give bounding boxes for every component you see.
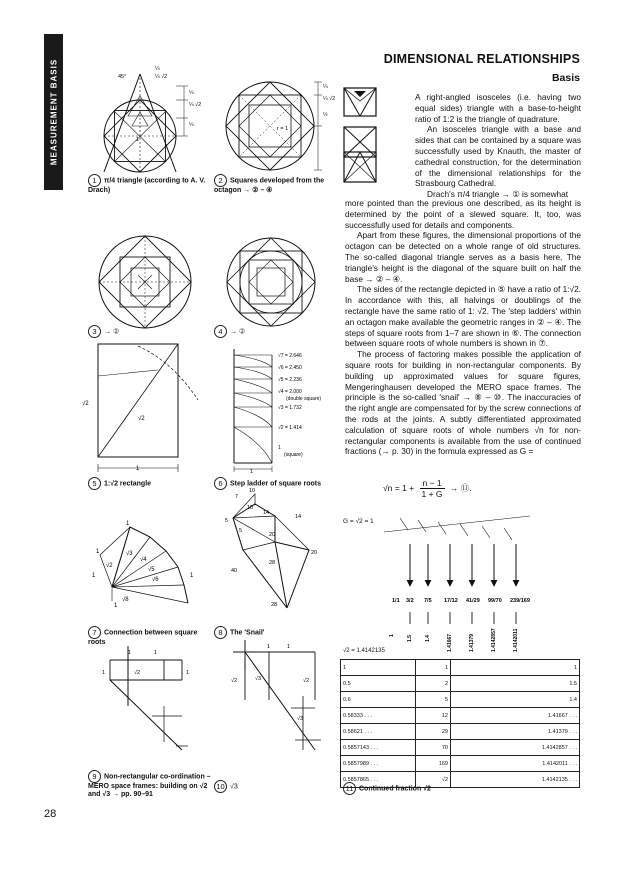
figure-5-root2-rectangle: [82, 340, 208, 480]
fig10-label-root3a: √3: [255, 676, 262, 682]
fig11-value-4: 1.41667: [447, 633, 453, 652]
caption-8-number: 8: [214, 626, 227, 639]
fig5-side-label: √2: [82, 401, 89, 407]
fig11-fraction-4: 17/12: [444, 598, 458, 604]
fig6-step-1-note: (square): [284, 452, 303, 458]
page-subtitle: Basis: [551, 72, 580, 84]
fig6-step-7: √7 = 2.646: [278, 353, 302, 359]
caption-11-number: 11: [343, 782, 356, 795]
table-row: 0.5857143 . . . 70 1.4142857 . . .: [341, 740, 580, 756]
page-title: DIMENSIONAL RELATIONSHIPS: [383, 52, 580, 66]
formula-lhs: √n = 1 +: [383, 482, 415, 493]
figure-11-continued-fraction: [380, 512, 580, 654]
fig1-label-quarter-b: ¼: [189, 122, 194, 128]
caption-11-text: Continued fraction √2: [359, 785, 431, 793]
formula-ref: → ⑪.: [449, 482, 472, 493]
figure-3-octagon-star: [93, 232, 201, 332]
fig10-label-root2a: √2: [231, 678, 238, 684]
fig11-fraction-6: 99/70: [488, 598, 502, 604]
text-block-main: [345, 198, 581, 457]
fig11-fraction-7: 239/169: [510, 598, 530, 604]
fig8-label-10-top: 10: [249, 488, 256, 494]
caption-1-number: 1: [88, 174, 101, 187]
fig7-label-e: 1: [190, 573, 194, 579]
fig11-fraction-1: 1/1: [392, 598, 400, 604]
fig9-label-root2: √2: [134, 670, 141, 676]
continued-fraction-table: [340, 659, 580, 788]
fig9-label-1c: 1: [102, 670, 106, 676]
caption-1: [88, 174, 208, 195]
fig7-label-root8: √8: [122, 597, 129, 603]
root-formula: [383, 478, 472, 499]
table-row: 1 1 1: [341, 660, 580, 676]
fig10-label-1a: 1: [267, 644, 271, 650]
fig8-label-7: 7: [235, 494, 239, 500]
caption-11: [343, 782, 431, 795]
fig2-label-half: ½: [323, 112, 328, 118]
fig7-label-root2: √2: [106, 563, 113, 569]
caption-2-text: Squares developed from the octagon → ② – ④: [214, 177, 325, 194]
caption-7-text: Connection between square roots: [88, 629, 198, 646]
fig9-label-1b: 1: [154, 650, 158, 656]
fig2-label-quarter: ¼: [323, 84, 328, 90]
caption-8: [214, 626, 264, 639]
fig5-base-label: 1: [136, 466, 140, 472]
paragraph-3a: Drach's π/4 triangle → ① is somewhat: [427, 189, 569, 200]
fig7-label-b: 1: [96, 549, 100, 555]
caption-2-number: 2: [214, 174, 227, 187]
caption-4-number: 4: [214, 325, 227, 338]
figure-2-octagon-squares: [222, 78, 336, 178]
fig8-label-28b: 28: [271, 602, 278, 608]
caption-10-text: √3: [230, 783, 238, 791]
fig6-step-3: √3 = 1.732: [278, 405, 302, 411]
fig10-label-1b: 1: [287, 644, 291, 650]
fig7-label-root4: √4: [140, 557, 147, 563]
fig10-label-root2b: √2: [303, 678, 310, 684]
table-row: 0.58621 . . . 29 1.41379 . . .: [341, 724, 580, 740]
caption-4-text: → ②: [230, 328, 246, 336]
caption-4: [214, 325, 245, 338]
caption-6-number: 6: [214, 477, 227, 490]
figure-6-step-ladder: [222, 345, 342, 475]
fig6-step-1: 1: [278, 445, 281, 451]
table-row: 0.58333 . . . 12 1.41667 . . .: [341, 708, 580, 724]
caption-9-number: 9: [88, 770, 101, 783]
fig1-label-one: 1: [136, 137, 140, 143]
icon-triangle-in-square: [343, 138, 377, 184]
figure-9-mero-frame: [92, 646, 202, 756]
icon-triangle-square-top: [343, 87, 377, 117]
fig11-sqrt2-value: √2 = 1.4142135: [343, 648, 385, 654]
caption-9: [88, 770, 212, 799]
paragraph-2: An isosceles triangle with a base and sides that can be contained by a square was successfully used by Knauth, the master of cathedral construction, for the determination of the dimensional relationships for the Strasbourg Cathedral.: [415, 124, 581, 189]
fig2-label-quarter-root2: ¼ √2: [323, 96, 336, 102]
fig11-fraction-3: 7/5: [424, 598, 432, 604]
fig8-label-5: 5: [239, 528, 243, 534]
section-tab-label: MEASUREMENT BASIS: [49, 58, 58, 166]
fig5-diag-label: √2: [138, 416, 145, 422]
fig8-label-14a: 14: [263, 510, 270, 516]
caption-1-text: π/4 triangle (according to A. V. Drach): [88, 177, 206, 194]
fig1-label-quarter-root2-b: ¼ √2: [189, 102, 202, 108]
fig9-label-1a: 1: [128, 650, 132, 656]
fig7-label-root6: √6: [152, 577, 159, 583]
caption-3-text: → ②: [104, 328, 120, 336]
fig11-value-1: 1: [389, 634, 395, 637]
fig1-angle-label: 45°: [118, 74, 127, 80]
caption-10-number: 10: [214, 780, 227, 793]
fig6-step-4-note: (double square): [286, 396, 322, 402]
formula-numerator: n − 1: [420, 478, 445, 489]
figure-4-nested-squares: [225, 232, 325, 332]
fig8-label-5-left: 5: [225, 518, 229, 524]
fig8-label-14b: 14: [295, 514, 302, 520]
table-row: 0.6 5 1.4: [341, 692, 580, 708]
caption-9-text: Non-rectangular co-ordination – MERO space frames: building on √2 and √3 → pp. 90–91: [88, 773, 211, 798]
caption-3-number: 3: [88, 325, 101, 338]
fig8-label-40: 40: [231, 568, 238, 574]
caption-7: [88, 626, 208, 647]
table-row: 0.5 2 1.5: [341, 676, 580, 692]
caption-5: [88, 477, 151, 490]
fig8-label-28a: 28: [269, 560, 276, 566]
fig11-value-7: 1.4142011: [513, 628, 519, 652]
figure-1-drach-triangle: [88, 66, 202, 176]
figure-8-snail: [225, 488, 340, 618]
caption-10: [214, 780, 238, 793]
formula-denominator: 1 + G: [421, 489, 443, 499]
caption-2: [214, 174, 344, 195]
fig1-label-quarter: ¼: [189, 90, 194, 96]
paragraph-5: The sides of the rectangle depicted in ⑤ have a ratio of 1:√2. In accordance with this, all halvings or doublings of the rectangle have the same ratio of 1: √2. The 'step ladders' within an octagon make available the geometric ranges in ② – ④. The steps of square roots from 1–7 are shown in ⑥. The connection between square roots of whole numbers is shown in ⑦.: [345, 284, 581, 349]
fig2-label-radius: r = 1: [277, 126, 289, 132]
fig7-label-a: 1: [126, 521, 130, 527]
fig1-label-quarter-root2: ¼ √2: [155, 74, 168, 80]
fig6-step-4: √4 = 2.000: [278, 389, 302, 395]
caption-5-text: 1:√2 rectangle: [104, 480, 152, 488]
paragraph-6: The process of factoring makes possible the application of square roots for building in non-rectangular components. By building up approximated values for square figures, Mengeringhausen developed the MERO space frames. The principle is the so-called 'snail' → ⑧ – ⑩. The inaccuracies of the right angle are compensated for by the screw connections of the rods at the joints. A subtly differentiated approximated calculation of square roots of whole numbers √n for non-rectangular components is available from the use of continued fractions (→ p. 30) in the formula expressed as G =: [345, 349, 581, 457]
fig7-label-c: 1: [92, 573, 96, 579]
fig6-step-6: √6 = 2.450: [278, 365, 302, 371]
caption-3: [88, 325, 119, 338]
text-block-top: [415, 92, 581, 200]
section-tab: [44, 34, 63, 190]
fig11-value-5: 1.41379: [469, 633, 475, 652]
fig6-step-2: √2 = 1.414: [278, 425, 302, 431]
fig7-label-root5: √5: [148, 567, 155, 573]
figure-10-root3-frame: [225, 640, 335, 760]
paragraph-4: Apart from these figures, the dimensional proportions of the octagon can be detected on a whole range of old structures. The so-called diagonal triangle serves as a basis here. The triangle's height is the diagonal of the square built on half the base → ② – ④.: [345, 230, 581, 284]
fig9-label-1d: 1: [186, 670, 190, 676]
fig11-fraction-5: 41/29: [466, 598, 480, 604]
caption-7-number: 7: [88, 626, 101, 639]
table-row: 0.5857989 . . . 169 1.4142011 . . .: [341, 756, 580, 772]
fig8-label-20b: 20: [311, 550, 318, 556]
fig11-g-expression: G = √2 = 1: [343, 518, 374, 525]
fig7-label-d: 1: [114, 603, 118, 609]
fig8-label-20a: 20: [269, 532, 276, 538]
caption-5-number: 5: [88, 477, 101, 490]
paragraph-1: A right-angled isosceles (i.e. having two equal sides) triangle with a base-to-height ratio of 1:2 is the triangle of quadrature.: [415, 92, 581, 124]
figure-7-root-connections: [92, 515, 207, 615]
fig6-step-5: √5 = 2.236: [278, 377, 302, 383]
fig7-label-root3: √3: [126, 551, 133, 557]
page-number: 28: [44, 808, 57, 820]
fig11-value-6: 1.4142857: [491, 628, 497, 652]
paragraph-3b: more pointed than the previous one described, as its height is determined by the point of a slewed square. It, too, was successfully used for details and components.: [345, 198, 581, 230]
table-row: 0.5857865 . . . √2 1.4142135 . . .: [341, 772, 580, 788]
fig11-value-3: 1.4: [425, 635, 431, 642]
fig11-value-2: 1.5: [407, 635, 413, 642]
fig10-label-root3b: √3: [297, 716, 304, 722]
fig6-base-label: 1: [250, 469, 254, 475]
fig1-label-quarter-top: ¼: [155, 66, 160, 72]
caption-6-text: Step ladder of square roots: [230, 480, 322, 488]
caption-8-text: The 'Snail': [230, 629, 265, 637]
fig11-fraction-2: 3/2: [406, 598, 414, 604]
fig8-label-10: 10: [247, 505, 254, 511]
